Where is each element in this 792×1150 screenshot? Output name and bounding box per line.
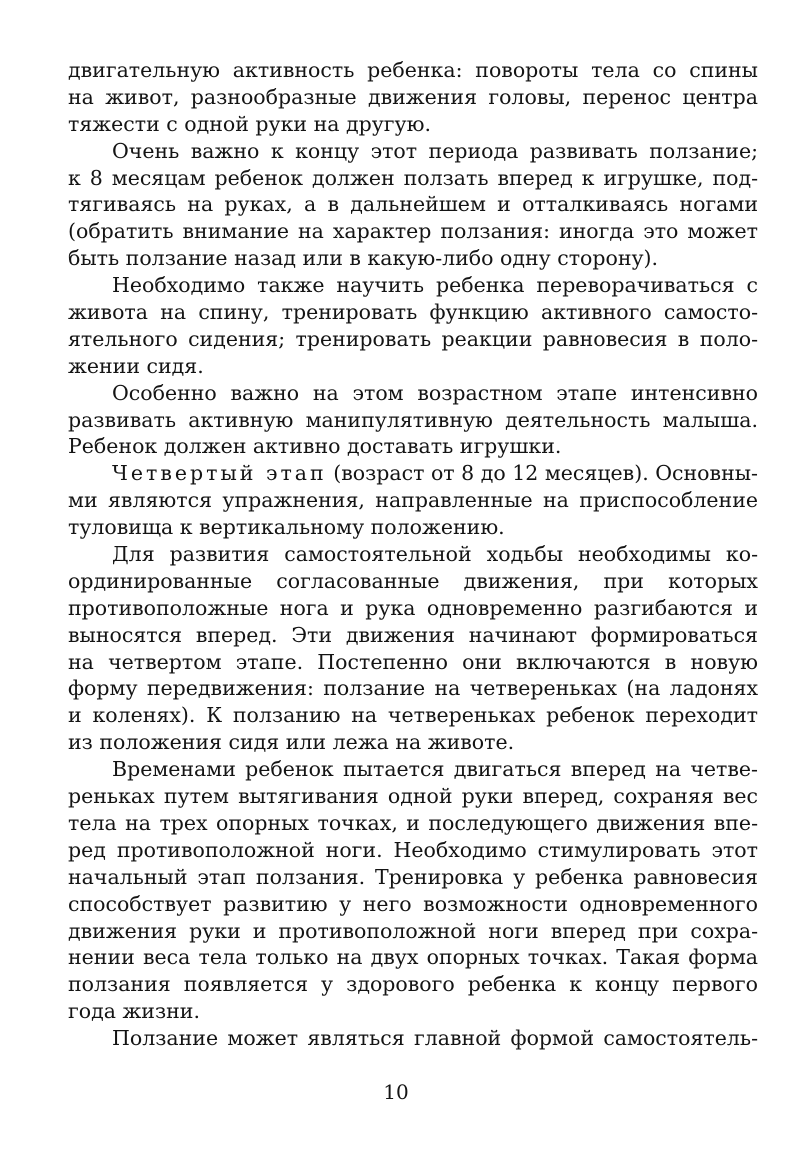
text-line: года жизни. — [68, 999, 200, 1024]
text-line: ординированные согласованные движения, при которых — [68, 568, 758, 593]
text-line-rest: (возраст от 8 до 12 месяцев). Основны- — [326, 461, 758, 486]
paragraph — [68, 272, 758, 380]
text-line: Временами ребенок пытается двигаться вперед на четве- — [112, 757, 758, 782]
text-line: тела на трех опорных точках, и последующего движения впе- — [68, 810, 758, 835]
text-line: Для развития самостоятельной ходьбы необходимы ко- — [112, 542, 758, 567]
paragraph — [68, 380, 758, 461]
text-line: к 8 месяцам ребенок должен ползать вперед к игрушке, под- — [68, 165, 758, 190]
text-line: противоположные нога и рука одновременно разгибаются и — [68, 595, 758, 620]
text-line: Необходимо также научить ребенка переворачиваться с — [112, 273, 758, 298]
paragraph — [68, 460, 758, 541]
text-line: из положения сидя или лежа на животе. — [68, 730, 515, 755]
paragraph — [68, 541, 758, 756]
text-line: ред противоположной ноги. Необходимо стимулировать этот — [68, 837, 758, 862]
text-line: способствует развитию у него возможности одновременного — [68, 891, 758, 916]
paragraph — [68, 1025, 758, 1052]
text-line: туловища к вертикальному положению. — [68, 515, 505, 540]
page-number: 10 — [383, 1080, 409, 1104]
text-line: Очень важно к концу этот периода развивать ползание; — [112, 138, 758, 163]
text-line: реньках путем вытягивания одной руки вперед, сохраняя вес — [68, 784, 758, 809]
text-line: тяжести с одной руки на другую. — [68, 111, 431, 136]
text-line: Особенно важно на этом возрастном этапе интенсивно — [112, 380, 758, 405]
paragraph — [68, 138, 758, 272]
text-line: и коленях). К ползанию на четвереньках ребенок переходит — [68, 703, 758, 728]
text-line: нении веса тела только на двух опорных точках. Такая форма — [68, 945, 758, 970]
text-line: на живот, разнообразные движения головы, перенос центра — [68, 84, 758, 109]
text-line: тягиваясь на руках, а в дальнейшем и отталкиваясь ногами — [68, 192, 758, 217]
text-line: выносятся вперед. Эти движения начинают формироваться — [68, 622, 758, 647]
paragraph — [68, 756, 758, 1025]
text-line: форму передвижения: ползание на четвереньках (на ладонях — [68, 676, 758, 701]
text-line: ми являются упражнения, направленные на приспособление — [68, 488, 758, 513]
text-line: живота на спину, тренировать функцию активного самосто- — [68, 300, 758, 325]
text-line: быть ползание назад или в какую-либо одну сторону). — [68, 246, 659, 271]
text-line: на четвертом этапе. Постепенно они включаются в новую — [68, 649, 758, 674]
stage-heading: Четвертый этап — [112, 461, 327, 486]
text-line: двигательную активность ребенка: повороты тела со спины — [68, 58, 758, 82]
text-line: Ребенок должен активно доставать игрушки. — [68, 434, 562, 459]
text-line: развивать активную манипулятивную деятельность малыша. — [68, 407, 758, 432]
body-text — [68, 57, 758, 1052]
text-line: (обратить внимание на характер ползания: иногда это может — [68, 219, 758, 244]
text-line: движения руки и противоположной ноги вперед при сохра- — [68, 918, 758, 943]
text-line: жении сидя. — [68, 353, 204, 378]
text-line — [68, 460, 758, 487]
text-line: начальный этап ползания. Тренировка у ребенка равновесия — [68, 864, 758, 889]
paragraph — [68, 57, 758, 138]
text-line: ятельного сидения; тренировать реакции равновесия в поло- — [68, 326, 758, 351]
text-line: ползания появляется у здорового ребенка к концу первого — [68, 972, 758, 997]
text-line: Ползание может являться главной формой самостоятель- — [112, 1026, 758, 1051]
